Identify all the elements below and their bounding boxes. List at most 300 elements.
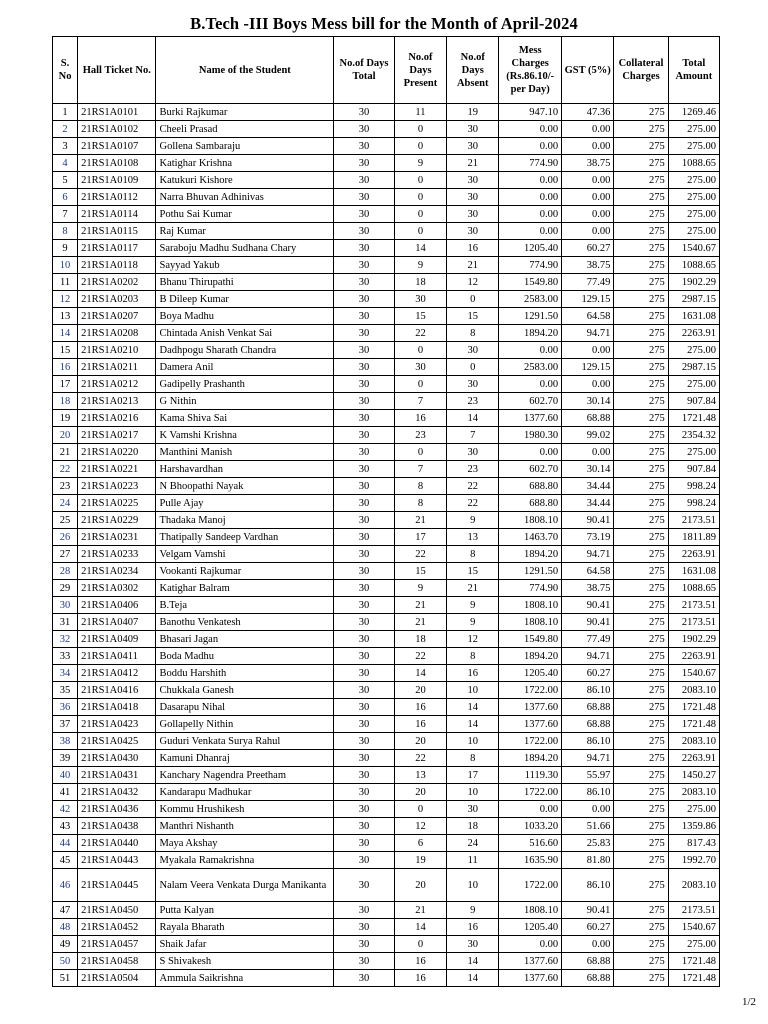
cell-hall-ticket: 21RS1A0411 (78, 648, 156, 665)
cell-days-present: 15 (394, 308, 446, 325)
cell-days-absent: 30 (447, 121, 499, 138)
cell-days-absent: 23 (447, 393, 499, 410)
cell-sno: 51 (53, 970, 78, 987)
cell-hall-ticket: 21RS1A0212 (78, 376, 156, 393)
cell-collateral: 275 (614, 444, 668, 461)
cell-student-name: Burki Rajkumar (156, 104, 334, 121)
cell-hall-ticket: 21RS1A0438 (78, 818, 156, 835)
cell-days-absent: 14 (447, 699, 499, 716)
table-row (53, 121, 720, 138)
cell-sno: 14 (53, 325, 78, 342)
cell-sno: 49 (53, 936, 78, 953)
cell-days-total: 30 (334, 274, 395, 291)
cell-gst: 129.15 (562, 359, 614, 376)
cell-collateral: 275 (614, 784, 668, 801)
cell-total: 275.00 (668, 444, 719, 461)
cell-days-absent: 14 (447, 970, 499, 987)
cell-days-absent: 14 (447, 716, 499, 733)
cell-days-total: 30 (334, 427, 395, 444)
cell-days-absent: 9 (447, 512, 499, 529)
cell-days-absent: 24 (447, 835, 499, 852)
cell-collateral: 275 (614, 801, 668, 818)
cell-hall-ticket: 21RS1A0432 (78, 784, 156, 801)
cell-days-absent: 12 (447, 274, 499, 291)
cell-student-name: S Shivakesh (156, 953, 334, 970)
cell-sno: 7 (53, 206, 78, 223)
table-row (53, 376, 720, 393)
cell-sno: 50 (53, 953, 78, 970)
table-row (53, 665, 720, 682)
cell-collateral: 275 (614, 495, 668, 512)
cell-days-total: 30 (334, 257, 395, 274)
table-row (53, 172, 720, 189)
cell-gst: 0.00 (562, 376, 614, 393)
cell-total: 1540.67 (668, 665, 719, 682)
cell-mess-charges: 1549.80 (499, 274, 562, 291)
cell-student-name: Gollapelly Nithin (156, 716, 334, 733)
cell-sno: 35 (53, 682, 78, 699)
cell-hall-ticket: 21RS1A0418 (78, 699, 156, 716)
cell-hall-ticket: 21RS1A0208 (78, 325, 156, 342)
cell-days-present: 0 (394, 223, 446, 240)
cell-hall-ticket: 21RS1A0412 (78, 665, 156, 682)
cell-hall-ticket: 21RS1A0112 (78, 189, 156, 206)
cell-hall-ticket: 21RS1A0114 (78, 206, 156, 223)
cell-days-absent: 15 (447, 308, 499, 325)
cell-hall-ticket: 21RS1A0504 (78, 970, 156, 987)
cell-collateral: 275 (614, 206, 668, 223)
cell-hall-ticket: 21RS1A0445 (78, 869, 156, 902)
cell-sno: 30 (53, 597, 78, 614)
cell-total: 275.00 (668, 189, 719, 206)
cell-sno: 12 (53, 291, 78, 308)
cell-collateral: 275 (614, 936, 668, 953)
cell-gst: 0.00 (562, 138, 614, 155)
cell-total: 275.00 (668, 801, 719, 818)
cell-collateral: 275 (614, 240, 668, 257)
cell-collateral: 275 (614, 716, 668, 733)
cell-collateral: 275 (614, 699, 668, 716)
cell-hall-ticket: 21RS1A0216 (78, 410, 156, 427)
cell-days-total: 30 (334, 665, 395, 682)
cell-collateral: 275 (614, 121, 668, 138)
cell-mess-charges: 1463.70 (499, 529, 562, 546)
cell-days-present: 16 (394, 699, 446, 716)
cell-student-name: Cheeli Prasad (156, 121, 334, 138)
cell-student-name: N Bhoopathi Nayak (156, 478, 334, 495)
cell-days-total: 30 (334, 172, 395, 189)
cell-sno: 36 (53, 699, 78, 716)
cell-collateral: 275 (614, 427, 668, 444)
cell-hall-ticket: 21RS1A0109 (78, 172, 156, 189)
cell-days-present: 0 (394, 376, 446, 393)
cell-days-absent: 7 (447, 427, 499, 444)
cell-days-present: 16 (394, 970, 446, 987)
cell-student-name: Thatipally Sandeep Vardhan (156, 529, 334, 546)
cell-days-present: 14 (394, 665, 446, 682)
table-row (53, 240, 720, 257)
cell-gst: 86.10 (562, 869, 614, 902)
cell-student-name: Kamuni Dhanraj (156, 750, 334, 767)
cell-gst: 77.49 (562, 631, 614, 648)
cell-collateral: 275 (614, 919, 668, 936)
cell-sno: 26 (53, 529, 78, 546)
cell-collateral: 275 (614, 563, 668, 580)
cell-days-total: 30 (334, 716, 395, 733)
cell-days-present: 16 (394, 410, 446, 427)
cell-sno: 38 (53, 733, 78, 750)
cell-days-absent: 30 (447, 936, 499, 953)
cell-collateral: 275 (614, 546, 668, 563)
cell-collateral: 275 (614, 529, 668, 546)
cell-days-total: 30 (334, 835, 395, 852)
cell-days-total: 30 (334, 512, 395, 529)
cell-sno: 39 (53, 750, 78, 767)
cell-days-absent: 9 (447, 902, 499, 919)
cell-sno: 9 (53, 240, 78, 257)
cell-days-total: 30 (334, 121, 395, 138)
cell-student-name: Bhanu Thirupathi (156, 274, 334, 291)
cell-days-absent: 8 (447, 750, 499, 767)
cell-days-present: 21 (394, 902, 446, 919)
cell-mess-charges: 0.00 (499, 223, 562, 240)
cell-collateral: 275 (614, 682, 668, 699)
cell-total: 275.00 (668, 172, 719, 189)
cell-collateral: 275 (614, 291, 668, 308)
cell-hall-ticket: 21RS1A0107 (78, 138, 156, 155)
cell-mess-charges: 1722.00 (499, 869, 562, 902)
table-row (53, 189, 720, 206)
cell-gst: 68.88 (562, 953, 614, 970)
cell-gst: 47.36 (562, 104, 614, 121)
cell-student-name: Boda Madhu (156, 648, 334, 665)
cell-days-present: 22 (394, 546, 446, 563)
table-row (53, 818, 720, 835)
cell-days-absent: 13 (447, 529, 499, 546)
cell-hall-ticket: 21RS1A0436 (78, 801, 156, 818)
cell-gst: 34.44 (562, 495, 614, 512)
cell-days-absent: 17 (447, 767, 499, 784)
cell-gst: 81.80 (562, 852, 614, 869)
cell-collateral: 275 (614, 580, 668, 597)
cell-days-present: 12 (394, 818, 446, 835)
cell-collateral: 275 (614, 138, 668, 155)
cell-mess-charges: 1033.20 (499, 818, 562, 835)
cell-days-absent: 9 (447, 597, 499, 614)
cell-collateral: 275 (614, 953, 668, 970)
cell-total: 1902.29 (668, 631, 719, 648)
cell-days-present: 8 (394, 478, 446, 495)
table-row (53, 257, 720, 274)
cell-days-present: 14 (394, 919, 446, 936)
cell-collateral: 275 (614, 631, 668, 648)
cell-days-present: 9 (394, 257, 446, 274)
table-row (53, 512, 720, 529)
table-row (53, 682, 720, 699)
cell-days-total: 30 (334, 376, 395, 393)
cell-sno: 13 (53, 308, 78, 325)
cell-total: 907.84 (668, 461, 719, 478)
cell-days-absent: 19 (447, 104, 499, 121)
cell-gst: 34.44 (562, 478, 614, 495)
cell-collateral: 275 (614, 665, 668, 682)
cell-student-name: Narra Bhuvan Adhinivas (156, 189, 334, 206)
cell-sno: 4 (53, 155, 78, 172)
cell-sno: 42 (53, 801, 78, 818)
cell-hall-ticket: 21RS1A0234 (78, 563, 156, 580)
cell-student-name: Bhasari Jagan (156, 631, 334, 648)
cell-gst: 60.27 (562, 919, 614, 936)
cell-student-name: G Nithin (156, 393, 334, 410)
cell-sno: 8 (53, 223, 78, 240)
cell-gst: 94.71 (562, 546, 614, 563)
cell-days-present: 16 (394, 716, 446, 733)
cell-days-absent: 21 (447, 155, 499, 172)
cell-collateral: 275 (614, 835, 668, 852)
cell-hall-ticket: 21RS1A0231 (78, 529, 156, 546)
cell-sno: 44 (53, 835, 78, 852)
cell-collateral: 275 (614, 257, 668, 274)
cell-collateral: 275 (614, 902, 668, 919)
cell-days-total: 30 (334, 240, 395, 257)
cell-student-name: Vookanti Rajkumar (156, 563, 334, 580)
cell-days-total: 30 (334, 852, 395, 869)
cell-days-present: 0 (394, 172, 446, 189)
cell-mess-charges: 1205.40 (499, 919, 562, 936)
cell-sno: 15 (53, 342, 78, 359)
cell-student-name: Raj Kumar (156, 223, 334, 240)
cell-total: 2263.91 (668, 546, 719, 563)
cell-total: 1540.67 (668, 919, 719, 936)
cell-days-present: 21 (394, 614, 446, 631)
cell-days-present: 0 (394, 801, 446, 818)
cell-student-name: Myakala Ramakrishna (156, 852, 334, 869)
cell-mess-charges: 0.00 (499, 936, 562, 953)
cell-collateral: 275 (614, 512, 668, 529)
cell-days-present: 20 (394, 784, 446, 801)
table-row (53, 750, 720, 767)
cell-mess-charges: 1894.20 (499, 648, 562, 665)
cell-days-present: 0 (394, 342, 446, 359)
cell-mess-charges: 1980.30 (499, 427, 562, 444)
cell-days-absent: 12 (447, 631, 499, 648)
cell-days-total: 30 (334, 919, 395, 936)
cell-sno: 6 (53, 189, 78, 206)
cell-sno: 19 (53, 410, 78, 427)
cell-total: 2173.51 (668, 902, 719, 919)
cell-days-present: 16 (394, 953, 446, 970)
cell-gst: 0.00 (562, 342, 614, 359)
cell-hall-ticket: 21RS1A0101 (78, 104, 156, 121)
cell-gst: 73.19 (562, 529, 614, 546)
cell-hall-ticket: 21RS1A0211 (78, 359, 156, 376)
cell-days-present: 22 (394, 750, 446, 767)
cell-days-present: 20 (394, 682, 446, 699)
table-row (53, 291, 720, 308)
cell-gst: 0.00 (562, 936, 614, 953)
cell-hall-ticket: 21RS1A0207 (78, 308, 156, 325)
cell-days-total: 30 (334, 699, 395, 716)
table-row (53, 563, 720, 580)
cell-gst: 77.49 (562, 274, 614, 291)
cell-days-total: 30 (334, 614, 395, 631)
cell-gst: 0.00 (562, 172, 614, 189)
cell-hall-ticket: 21RS1A0229 (78, 512, 156, 529)
cell-gst: 99.02 (562, 427, 614, 444)
cell-gst: 94.71 (562, 325, 614, 342)
cell-total: 1721.48 (668, 699, 719, 716)
table-row (53, 223, 720, 240)
table-body (53, 104, 720, 987)
cell-mess-charges: 0.00 (499, 189, 562, 206)
cell-total: 1540.67 (668, 240, 719, 257)
cell-sno: 47 (53, 902, 78, 919)
cell-sno: 25 (53, 512, 78, 529)
cell-gst: 68.88 (562, 699, 614, 716)
document-title: B.Tech -III Boys Mess bill for the Month of April-2024 (190, 14, 578, 33)
cell-days-total: 30 (334, 461, 395, 478)
table-row (53, 495, 720, 512)
cell-days-absent: 8 (447, 325, 499, 342)
cell-total: 1902.29 (668, 274, 719, 291)
cell-collateral: 275 (614, 308, 668, 325)
cell-mess-charges: 2583.00 (499, 291, 562, 308)
cell-mess-charges: 1549.80 (499, 631, 562, 648)
header-days-total: No.of Days Total (334, 37, 395, 104)
cell-collateral: 275 (614, 597, 668, 614)
cell-days-present: 9 (394, 155, 446, 172)
cell-mess-charges: 0.00 (499, 121, 562, 138)
cell-collateral: 275 (614, 376, 668, 393)
cell-hall-ticket: 21RS1A0457 (78, 936, 156, 953)
cell-student-name: Nalam Veera Venkata Durga Manikanta (156, 869, 334, 902)
cell-total: 1721.48 (668, 953, 719, 970)
cell-total: 1631.08 (668, 563, 719, 580)
header-row (53, 37, 720, 104)
cell-mess-charges: 0.00 (499, 376, 562, 393)
table-row (53, 104, 720, 121)
cell-student-name: Katukuri Kishore (156, 172, 334, 189)
cell-days-present: 0 (394, 138, 446, 155)
table-row (53, 869, 720, 902)
cell-mess-charges: 0.00 (499, 138, 562, 155)
cell-days-absent: 9 (447, 614, 499, 631)
cell-days-absent: 0 (447, 359, 499, 376)
header-days-absent: No.of Days Absent (447, 37, 499, 104)
cell-total: 2987.15 (668, 359, 719, 376)
cell-collateral: 275 (614, 223, 668, 240)
cell-collateral: 275 (614, 325, 668, 342)
cell-gst: 38.75 (562, 257, 614, 274)
cell-days-total: 30 (334, 393, 395, 410)
cell-total: 998.24 (668, 478, 719, 495)
cell-hall-ticket: 21RS1A0425 (78, 733, 156, 750)
cell-days-total: 30 (334, 733, 395, 750)
cell-days-present: 0 (394, 189, 446, 206)
cell-mess-charges: 1722.00 (499, 733, 562, 750)
cell-days-present: 0 (394, 121, 446, 138)
cell-hall-ticket: 21RS1A0423 (78, 716, 156, 733)
cell-days-total: 30 (334, 563, 395, 580)
header-hall-ticket: Hall Ticket No. (78, 37, 156, 104)
table-row (53, 444, 720, 461)
cell-days-absent: 11 (447, 852, 499, 869)
cell-collateral: 275 (614, 410, 668, 427)
cell-hall-ticket: 21RS1A0409 (78, 631, 156, 648)
table-row (53, 461, 720, 478)
cell-student-name: Kandarapu Madhukar (156, 784, 334, 801)
cell-collateral: 275 (614, 155, 668, 172)
cell-total: 275.00 (668, 206, 719, 223)
table-row (53, 427, 720, 444)
cell-student-name: Rayala Bharath (156, 919, 334, 936)
cell-days-absent: 18 (447, 818, 499, 835)
cell-hall-ticket: 21RS1A0221 (78, 461, 156, 478)
cell-sno: 31 (53, 614, 78, 631)
cell-collateral: 275 (614, 189, 668, 206)
cell-days-total: 30 (334, 308, 395, 325)
cell-mess-charges: 1894.20 (499, 546, 562, 563)
cell-collateral: 275 (614, 393, 668, 410)
cell-days-absent: 30 (447, 189, 499, 206)
cell-days-absent: 30 (447, 172, 499, 189)
cell-days-total: 30 (334, 682, 395, 699)
cell-days-absent: 21 (447, 257, 499, 274)
cell-days-present: 19 (394, 852, 446, 869)
cell-student-name: Kama Shiva Sai (156, 410, 334, 427)
cell-collateral: 275 (614, 869, 668, 902)
cell-days-absent: 16 (447, 919, 499, 936)
cell-sno: 18 (53, 393, 78, 410)
table-row (53, 597, 720, 614)
cell-total: 1088.65 (668, 257, 719, 274)
table-row (53, 342, 720, 359)
cell-total: 2263.91 (668, 750, 719, 767)
cell-total: 275.00 (668, 121, 719, 138)
table-row (53, 138, 720, 155)
cell-collateral: 275 (614, 733, 668, 750)
cell-total: 1721.48 (668, 716, 719, 733)
cell-gst: 64.58 (562, 308, 614, 325)
cell-gst: 90.41 (562, 512, 614, 529)
cell-days-present: 22 (394, 325, 446, 342)
table-row (53, 767, 720, 784)
cell-mess-charges: 0.00 (499, 206, 562, 223)
cell-days-total: 30 (334, 631, 395, 648)
cell-hall-ticket: 21RS1A0407 (78, 614, 156, 631)
cell-days-total: 30 (334, 580, 395, 597)
table-row (53, 936, 720, 953)
cell-student-name: K Vamshi Krishna (156, 427, 334, 444)
table-row (53, 699, 720, 716)
cell-hall-ticket: 21RS1A0302 (78, 580, 156, 597)
cell-student-name: Velgam Vamshi (156, 546, 334, 563)
cell-total: 2173.51 (668, 512, 719, 529)
cell-hall-ticket: 21RS1A0416 (78, 682, 156, 699)
cell-gst: 68.88 (562, 410, 614, 427)
table-row (53, 274, 720, 291)
cell-collateral: 275 (614, 750, 668, 767)
cell-gst: 51.66 (562, 818, 614, 835)
cell-gst: 55.97 (562, 767, 614, 784)
cell-gst: 0.00 (562, 801, 614, 818)
cell-days-total: 30 (334, 801, 395, 818)
cell-days-absent: 10 (447, 733, 499, 750)
cell-mess-charges: 0.00 (499, 172, 562, 189)
cell-hall-ticket: 21RS1A0440 (78, 835, 156, 852)
cell-sno: 29 (53, 580, 78, 597)
cell-hall-ticket: 21RS1A0102 (78, 121, 156, 138)
